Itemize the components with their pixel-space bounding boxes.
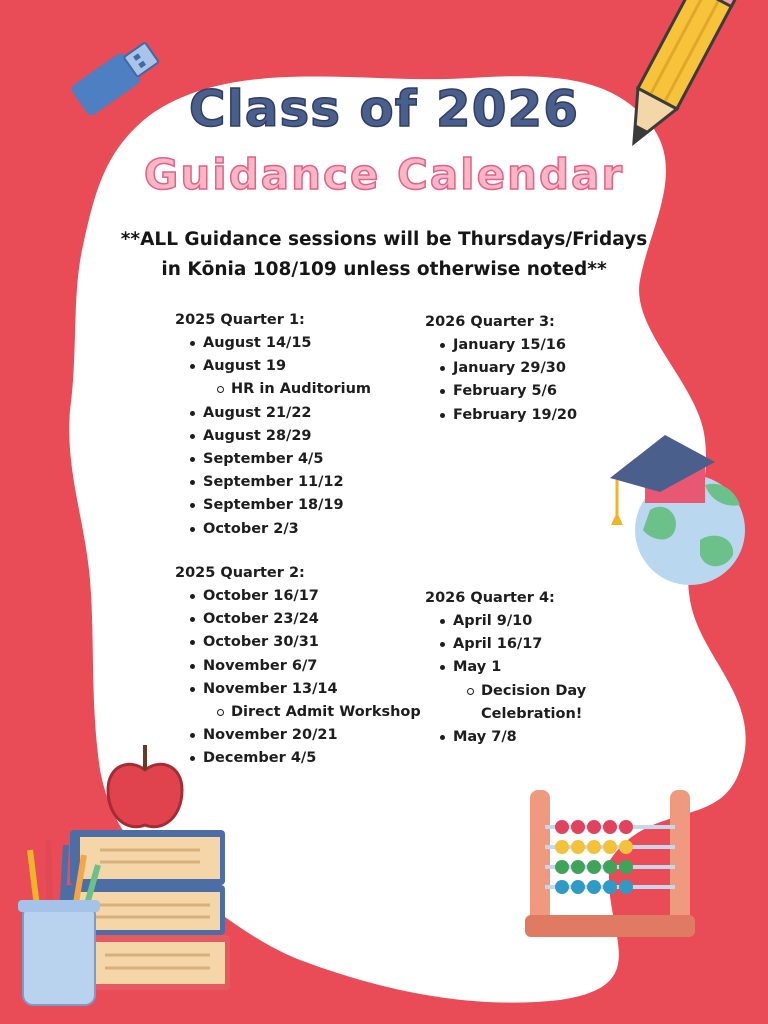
notice-line-2: in Kōnia 108/109 unless otherwise noted** xyxy=(161,259,607,280)
graduation-globe-icon xyxy=(605,430,755,590)
date-item: August 21/22 xyxy=(175,402,371,425)
date-item: January 15/16 xyxy=(425,334,577,357)
date-item: October 16/17 xyxy=(175,585,421,608)
date-item: May 1 xyxy=(425,656,601,679)
date-item: February 5/6 xyxy=(425,380,577,403)
quarter-4-section xyxy=(425,587,601,749)
quarter-2-section xyxy=(175,562,421,771)
date-item: September 18/19 xyxy=(175,494,371,517)
date-list xyxy=(425,610,601,749)
date-item: April 16/17 xyxy=(425,633,601,656)
quarter-1-section xyxy=(175,309,371,541)
date-item: August 14/15 xyxy=(175,332,371,355)
date-item: November 6/7 xyxy=(175,655,421,678)
date-item: October 23/24 xyxy=(175,608,421,631)
title-class-of-2026: Class of 2026 xyxy=(188,80,580,138)
quarter-title: 2025 Quarter 2: xyxy=(175,565,305,581)
notice-line-1: **ALL Guidance sessions will be Thursdays/Fridays xyxy=(120,229,648,250)
quarter-3-section xyxy=(425,311,577,427)
abacus-icon xyxy=(520,785,700,945)
date-item: August 19 xyxy=(175,355,371,378)
date-item: October 30/31 xyxy=(175,631,421,654)
quarter-title: 2026 Quarter 3: xyxy=(425,314,555,330)
date-item: November 20/21 xyxy=(175,724,421,747)
quarter-title: 2025 Quarter 1: xyxy=(175,312,305,328)
date-item: February 19/20 xyxy=(425,404,577,427)
date-item: November 13/14 xyxy=(175,678,421,701)
date-item: January 29/30 xyxy=(425,357,577,380)
date-item: April 9/10 xyxy=(425,610,601,633)
pencil-cup-icon xyxy=(18,820,108,1010)
session-notice xyxy=(84,225,684,285)
date-item: October 2/3 xyxy=(175,518,371,541)
title-guidance-calendar: Guidance Calendar xyxy=(143,150,625,199)
date-list xyxy=(175,332,371,541)
date-item: August 28/29 xyxy=(175,425,371,448)
date-note: Direct Admit Workshop xyxy=(175,701,421,724)
date-item: December 4/5 xyxy=(175,747,421,770)
date-note: HR in Auditorium xyxy=(175,378,371,401)
date-item: September 4/5 xyxy=(175,448,371,471)
date-note: Decision Day Celebration! xyxy=(425,680,601,726)
date-list xyxy=(175,585,421,771)
date-item: May 7/8 xyxy=(425,726,601,749)
date-item: September 11/12 xyxy=(175,471,371,494)
date-list xyxy=(425,334,577,427)
quarter-title: 2026 Quarter 4: xyxy=(425,590,555,606)
